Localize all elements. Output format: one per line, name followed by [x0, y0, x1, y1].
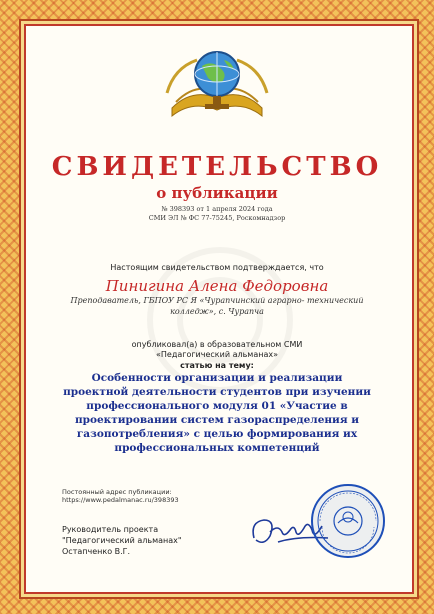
article-title: Особенности организации и реализации проектной деятельности студентов при изучении профессионального модуля 01 «Участие в проектировании систем газораспределения и газопотребления» с целью формирования их профессиональных компетенций	[63, 372, 371, 454]
recipient-name: Пинигина Алена Федоровна	[105, 277, 329, 295]
address-label: Постоянный адрес публикации:	[62, 488, 172, 496]
media-name: «Педагогический альманах»	[155, 350, 278, 359]
globe-book-laurel-icon	[162, 38, 272, 138]
signer-name: Остапченко В.Г.	[62, 547, 131, 556]
article-label: статью на тему:	[180, 361, 254, 370]
round-seal-icon	[310, 483, 386, 559]
signer-role: Руководитель проекта	[62, 525, 159, 534]
certificate-subtitle: о публикации	[156, 184, 278, 202]
published-text: опубликовал(а) в образовательном СМИ	[131, 340, 303, 349]
recipient-position: Преподаватель, ГБПОУ РС Я «Чурапчинский аграрно- технический колледж», с. Чурапча	[70, 296, 364, 316]
certificate-number: № 398393 от 1 апреля 2024 года	[161, 205, 273, 213]
certificate-title: СВИДЕТЕЛЬСТВО	[51, 152, 383, 182]
smi-registration: СМИ ЭЛ № ФС 77-75245, Роскомнадзор	[148, 214, 286, 222]
signer-project: "Педагогический альманах"	[62, 536, 182, 545]
confirm-text: Настоящим свидетельством подтверждается, что	[110, 263, 324, 272]
address-url[interactable]: https://www.pedalmanac.ru/398393	[62, 496, 179, 504]
